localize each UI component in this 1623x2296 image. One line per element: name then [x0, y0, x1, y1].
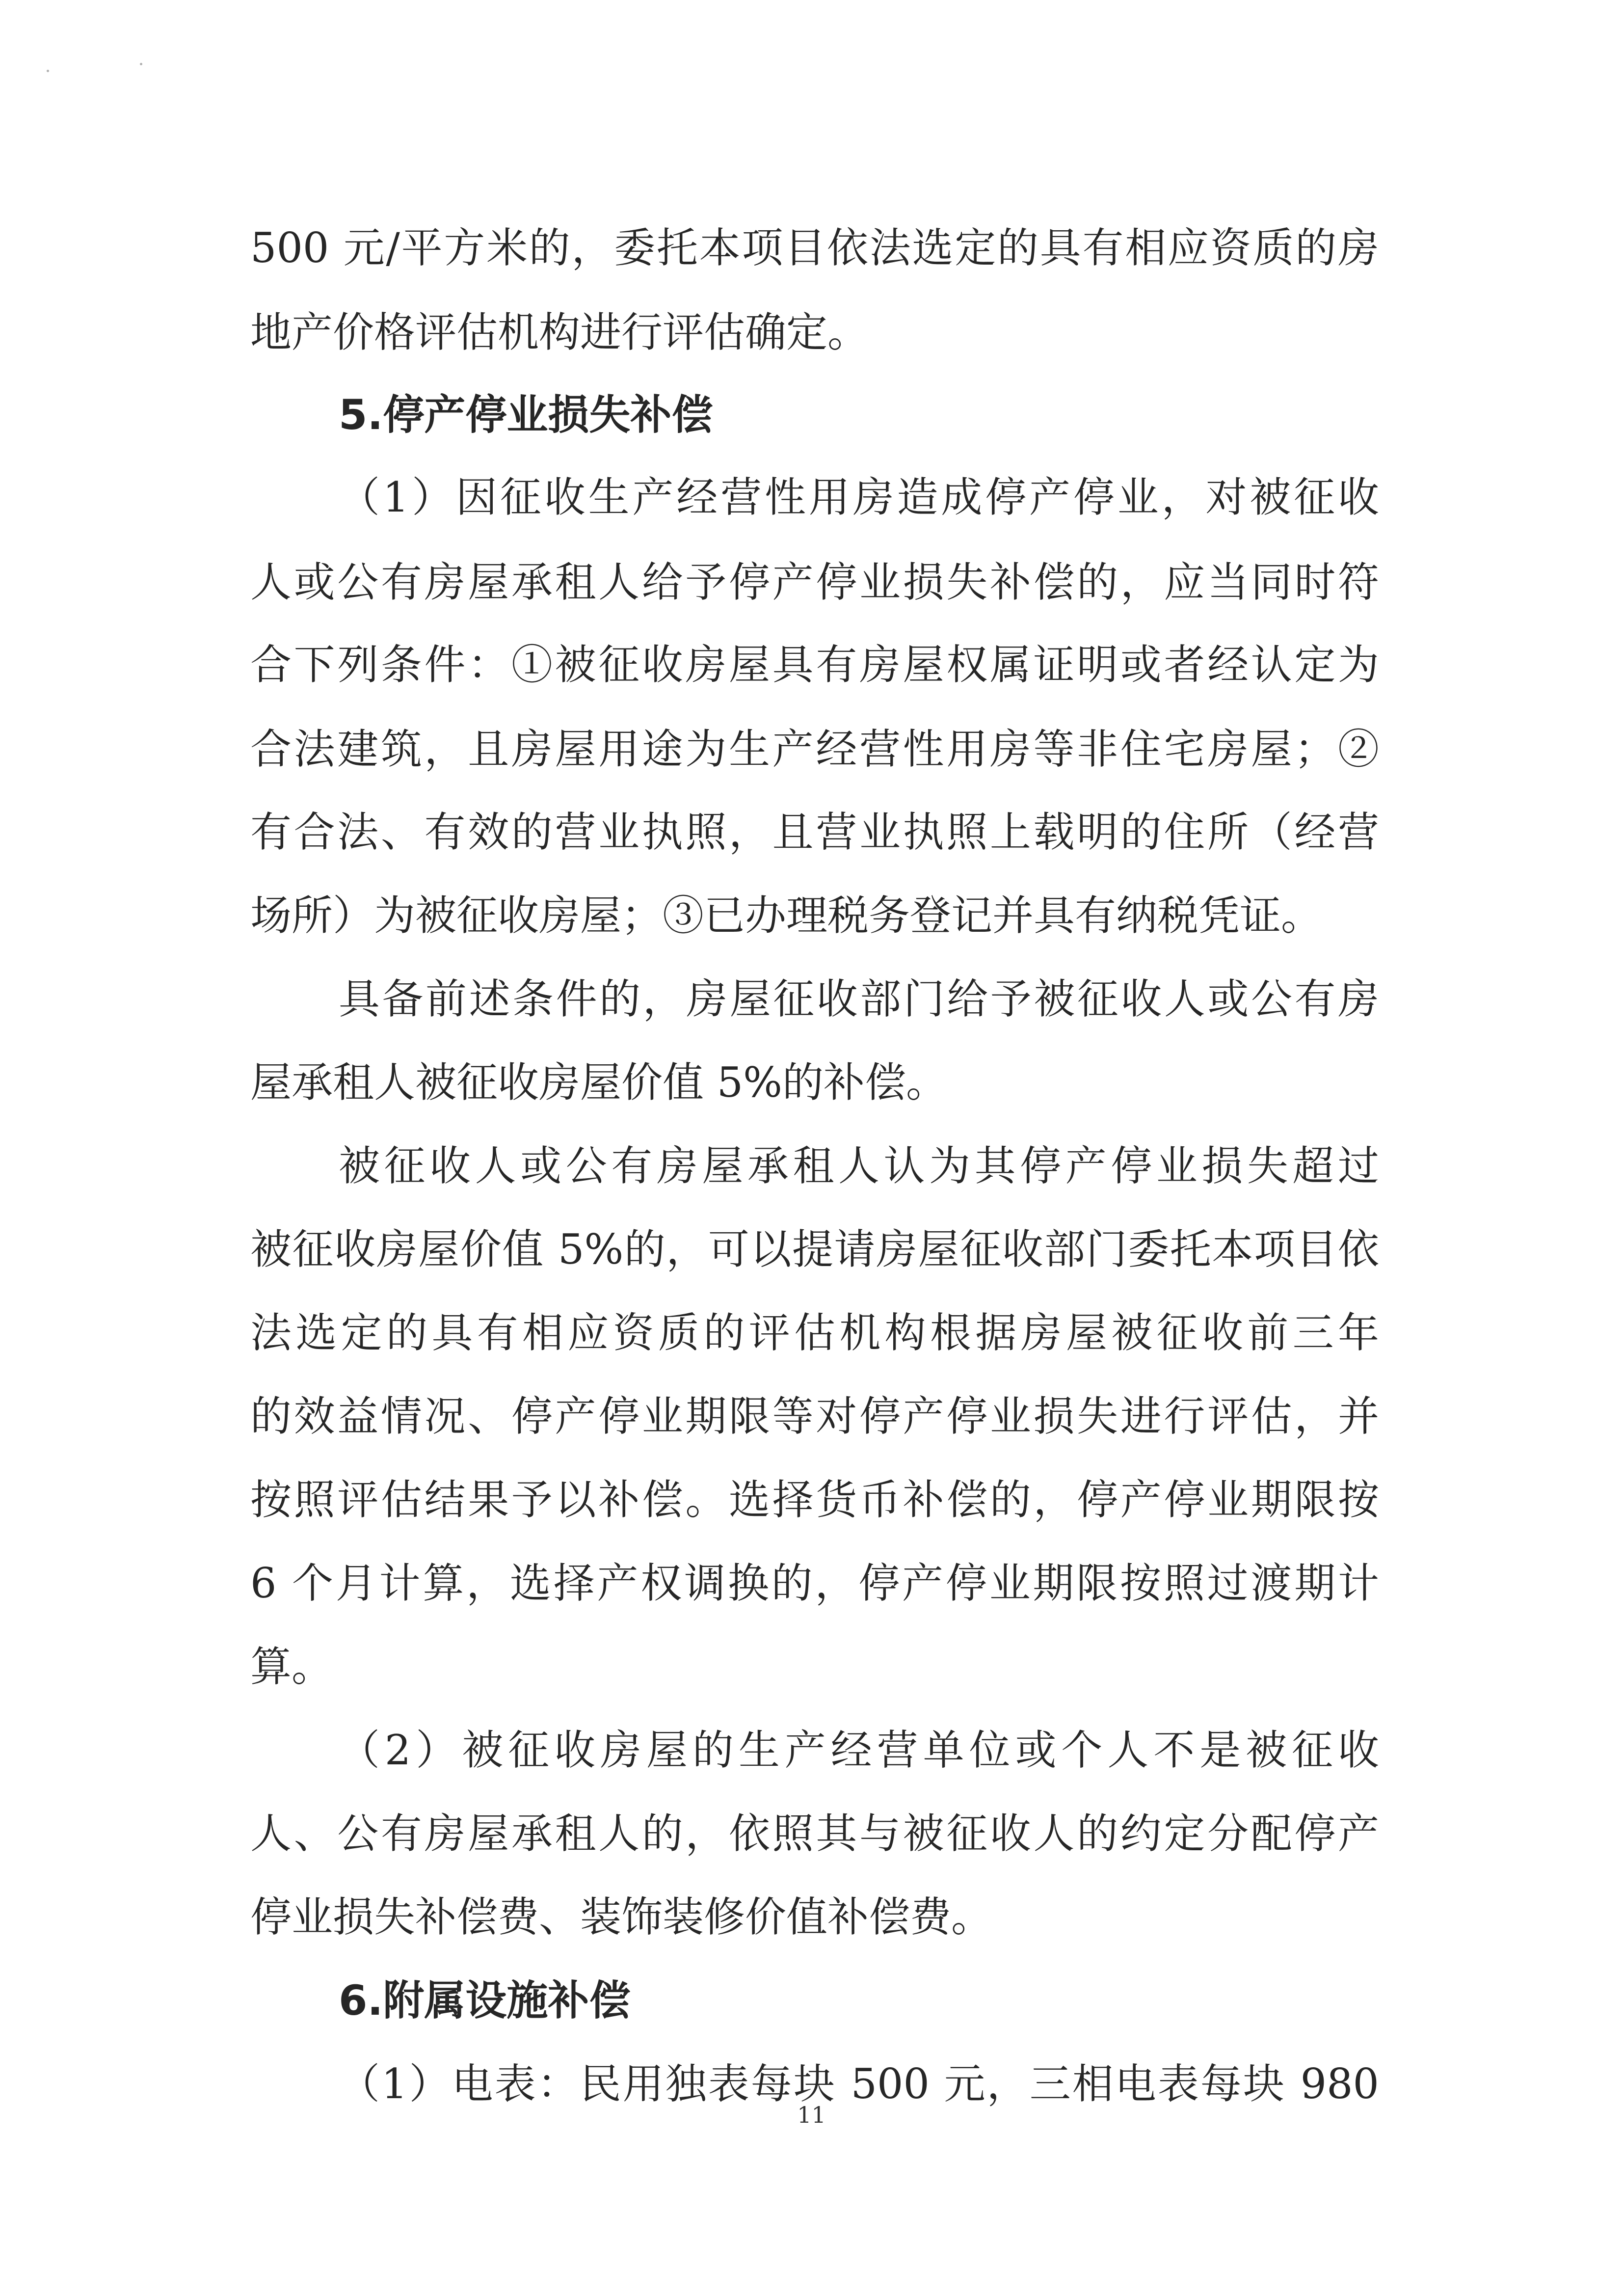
text-line: 被征收人或公有房屋承租人认为其停产停业损失超过 [339, 1142, 1379, 1190]
section-heading: 5.停产停业损失补偿 [339, 391, 713, 439]
page-number: 11 [797, 2102, 826, 2128]
text-line: （1）电表：民用独表每块 500 元，三相电表每块 980 [339, 2060, 1379, 2108]
text-line: 按照评估结果予以补偿。选择货币补偿的，停产停业期限按 [250, 1476, 1379, 1524]
text-line: 人、公有房屋承租人的，依照其与被征收人的约定分配停产 [250, 1810, 1379, 1858]
text-line: 被征收房屋价值 5%的，可以提请房屋征收部门委托本项目依 [250, 1225, 1379, 1273]
text-line: 停业损失补偿费、装饰装修价值补偿费。 [250, 1893, 993, 1941]
text-line: 算。 [250, 1643, 333, 1691]
text-line: 人或公有房屋承租人给予停产停业损失补偿的，应当同时符 [250, 558, 1379, 606]
text-line: 地产价格评估机构进行评估确定。 [250, 308, 869, 356]
text-line: 有合法、有效的营业执照，且营业执照上载明的住所（经营 [250, 808, 1379, 856]
text-line: 具备前述条件的，房屋征收部门给予被征收人或公有房 [339, 975, 1379, 1023]
scan-speck [47, 70, 49, 72]
text-line: 6 个月计算，选择产权调换的，停产停业期限按照过渡期计 [250, 1559, 1379, 1607]
text-line: 法选定的具有相应资质的评估机构根据房屋被征收前三年 [250, 1309, 1379, 1357]
text-line: （2）被征收房屋的生产经营单位或个人不是被征收 [339, 1726, 1379, 1774]
text-line: 场所）为被征收房屋；③已办理税务登记并具有纳税凭证。 [250, 891, 1323, 940]
text-line: 500 元/平方米的，委托本项目依法选定的具有相应资质的房 [250, 224, 1379, 272]
text-line: 合下列条件：①被征收房屋具有房屋权属证明或者经认定为 [250, 641, 1379, 689]
text-line: 屋承租人被征收房屋价值 5%的补偿。 [250, 1058, 947, 1107]
scan-speck [140, 63, 142, 65]
section-heading: 6.附属设施补偿 [339, 1976, 631, 2025]
text-line: 的效益情况、停产停业期限等对停产停业损失进行评估，并 [250, 1392, 1379, 1440]
text-line: （1）因征收生产经营性用房造成停产停业，对被征收 [339, 473, 1379, 521]
text-line: 合法建筑，且房屋用途为生产经营性用房等非住宅房屋；② [250, 725, 1379, 773]
